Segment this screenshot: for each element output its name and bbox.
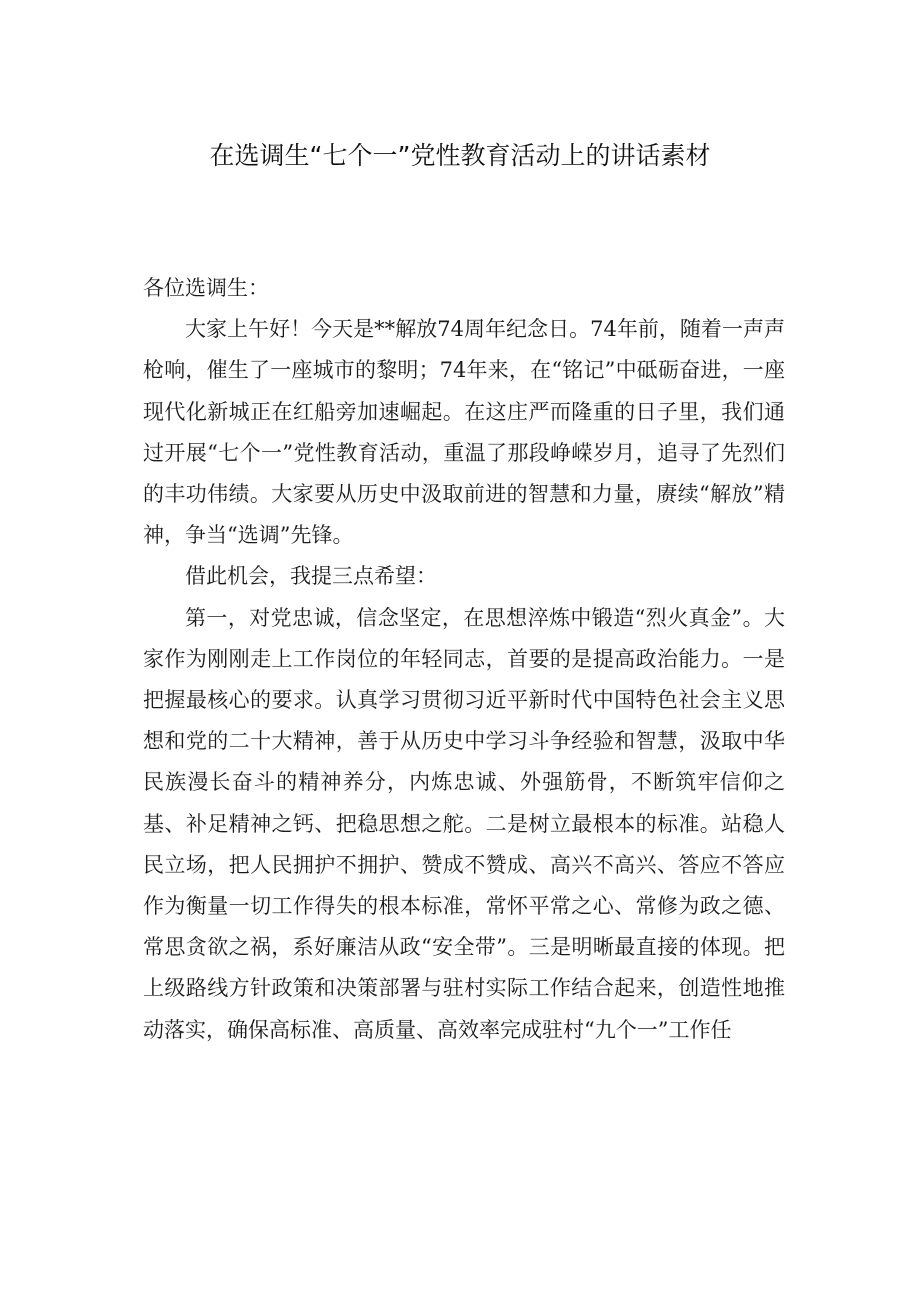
paragraph-opening: 大家上午好！今天是**解放74周年纪念日。74年前，随着一声声枪响，催生了一座城市的黎明；74年来，在“铭记”中砥砺奋进，一座现代化新城正在红船旁加速崛起。在这庄严而隆重的日子里，我们通过开展“七个一”党性教育活动，重温了那段峥嵘岁月，追寻了先烈们的丰功伟绩。大家要从历史中汲取前进的智慧和力量，赓续“解放”精神，争当“选调”先锋。 <box>143 317 785 548</box>
document-body <box>143 268 785 1051</box>
document-title: 在选调生“七个一”党性教育活动上的讲话素材 <box>209 141 711 170</box>
paragraph-first-point: 第一，对党忠诚，信念坚定，在思想淬炼中锻造“烈火真金”。大家作为刚刚走上工作岗位的年轻同志，首要的是提高政治能力。一是把握最核心的要求。认真学习贯彻习近平新时代中国特色社会主义思想和党的二十大精神，善于从历史中学习斗争经验和智慧，汲取中华民族漫长奋斗的精神养分，内炼忠诚、外强筋骨，不断筑牢信仰之基、补足精神之钙、把稳思想之舵。二是树立最根本的标准。站稳人民立场，把人民拥护不拥护、赞成不赞成、高兴不高兴、答应不答应作为衡量一切工作得失的根本标准，常怀平常之心、常修为政之德、常思贪欲之祸，系好廉洁从政“安全带”。三是明晰最直接的体现。把上级路线方针政策和决策部署与驻村实际工作结合起来，创造性地推动落实，确保高标准、高质量、高效率完成驻村“九个一”工作任 <box>143 605 785 1042</box>
paragraph-hopes-intro: 借此机会，我提三点希望： <box>185 564 437 589</box>
salutation: 各位选调生： <box>143 276 269 300</box>
